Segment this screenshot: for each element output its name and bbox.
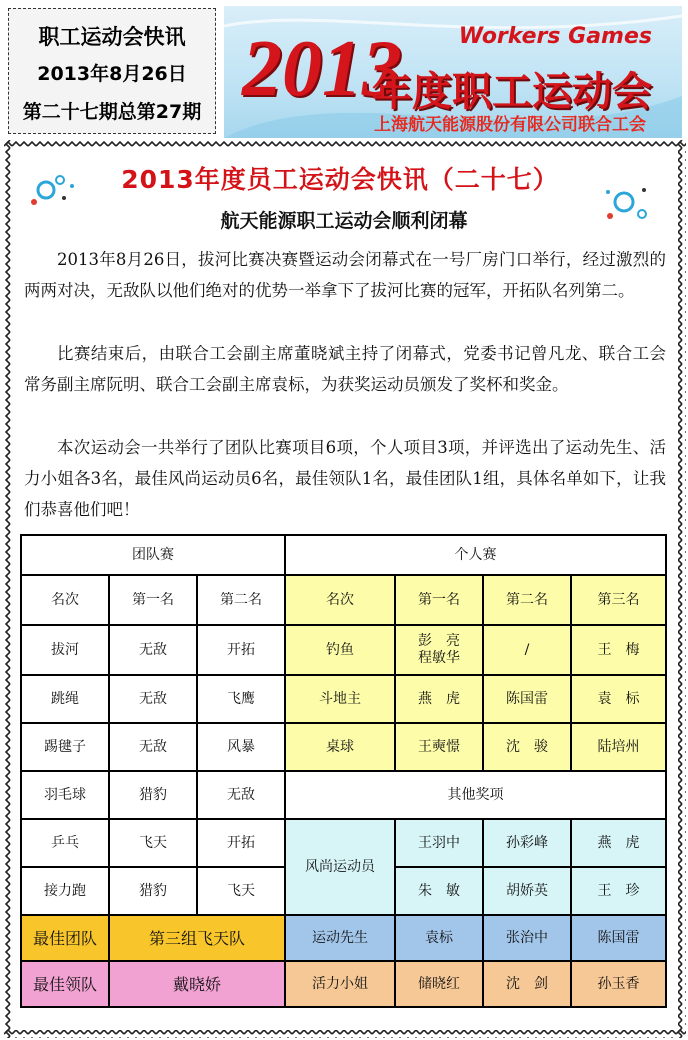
issue-info-box [8, 8, 216, 134]
indiv-first-cell: 彭 亮 程敏华 [395, 625, 483, 675]
mister-name-cell: 陈国雷 [571, 915, 666, 961]
column-header: 名次 [21, 575, 109, 625]
team-first-cell: 无敌 [109, 625, 197, 675]
team-first-cell: 无敌 [109, 675, 197, 723]
indiv-first-cell: 王奭憬 [395, 723, 483, 771]
column-header: 第二名 [197, 575, 285, 625]
issue-date: 2013年8月26日 [37, 63, 187, 85]
banner-organization: 上海航天能源股份有限公司联合工会 [374, 115, 646, 135]
banner-english-title: Workers Games [458, 24, 652, 49]
fengshang-name-cell: 王羽中 [395, 819, 483, 867]
best-team-value-cell: 第三组飞天队 [109, 915, 285, 961]
column-header: 第三名 [571, 575, 666, 625]
fengshang-name-cell: 孙彩峰 [483, 819, 571, 867]
fengshang-name-cell: 朱 敏 [395, 867, 483, 915]
fengshang-name-cell: 胡娇英 [483, 867, 571, 915]
fengshang-name-cell: 王 珍 [571, 867, 666, 915]
banner-year: 2013 [242, 25, 402, 113]
best-leader-label-cell: 最佳领队 [21, 961, 109, 1007]
table-row [21, 961, 666, 1007]
team-event-cell: 乒乓 [21, 819, 109, 867]
team-competition-header: 团队赛 [21, 535, 285, 575]
table-row [21, 675, 666, 723]
table-row [21, 915, 666, 961]
article-headline: 2013年度员工运动会快讯（二十七） [121, 165, 559, 194]
indiv-second-cell: / [483, 625, 571, 675]
team-second-cell: 无敌 [197, 771, 285, 819]
miss-name-cell: 储晓红 [395, 961, 483, 1007]
column-header: 名次 [285, 575, 395, 625]
indiv-event-cell: 斗地主 [285, 675, 395, 723]
best-leader-value-cell: 戴晓娇 [109, 961, 285, 1007]
banner-title: 年度职工运动会 [372, 69, 652, 115]
article-paragraph: 比赛结束后，由联合工会副主席董晓斌主持了闭幕式，党委书记曾凡龙、联合工会常务副主席阮明、联合工会副主席袁标，为获奖运动员颁发了奖杯和奖金。 [24, 344, 666, 394]
indiv-event-cell: 桌球 [285, 723, 395, 771]
team-first-cell: 飞天 [109, 819, 197, 867]
miss-label-cell: 活力小姐 [285, 961, 395, 1007]
table-row [21, 625, 666, 675]
table-row [21, 819, 666, 867]
mister-name-cell: 张治中 [483, 915, 571, 961]
indiv-third-cell: 王 梅 [571, 625, 666, 675]
mister-name-cell: 袁标 [395, 915, 483, 961]
fengshang-label-cell: 风尚运动员 [285, 819, 395, 915]
team-second-cell: 开拓 [197, 819, 285, 867]
indiv-event-cell: 钓鱼 [285, 625, 395, 675]
games-banner [224, 6, 682, 138]
indiv-second-cell: 陈国雷 [483, 675, 571, 723]
team-first-cell: 无敌 [109, 723, 197, 771]
miss-name-cell: 孙玉香 [571, 961, 666, 1007]
team-first-cell: 猎豹 [109, 771, 197, 819]
column-header: 第二名 [483, 575, 571, 625]
article-paragraph: 本次运动会一共举行了团队比赛项目6项，个人项目3项，并评选出了运动先生、活力小姐各3名，最佳风尚运动员6名，最佳领队1名，最佳团队1组，具体名单如下，让我们恭喜他们吧！ [24, 438, 666, 519]
table-row [21, 771, 666, 819]
results-table [20, 534, 667, 1008]
team-event-cell: 跳绳 [21, 675, 109, 723]
column-header: 第一名 [395, 575, 483, 625]
indiv-third-cell: 袁 标 [571, 675, 666, 723]
team-event-cell: 羽毛球 [21, 771, 109, 819]
indiv-second-cell: 沈 骏 [483, 723, 571, 771]
team-second-cell: 风暴 [197, 723, 285, 771]
team-event-cell: 接力跑 [21, 867, 109, 915]
team-second-cell: 飞鹰 [197, 675, 285, 723]
best-team-label-cell: 最佳团队 [21, 915, 109, 961]
team-second-cell: 飞天 [197, 867, 285, 915]
indiv-third-cell: 陆培州 [571, 723, 666, 771]
team-second-cell: 开拓 [197, 625, 285, 675]
individual-competition-header: 个人赛 [285, 535, 666, 575]
team-event-cell: 拔河 [21, 625, 109, 675]
column-header: 第一名 [109, 575, 197, 625]
issue-number: 第二十七期总第27期 [22, 101, 202, 123]
newsletter-name: 职工运动会快讯 [38, 25, 186, 49]
indiv-first-cell: 燕 虎 [395, 675, 483, 723]
other-awards-header: 其他奖项 [285, 771, 666, 819]
miss-name-cell: 沈 剑 [483, 961, 571, 1007]
team-first-cell: 猎豹 [109, 867, 197, 915]
team-event-cell: 踢毽子 [21, 723, 109, 771]
table-row [21, 723, 666, 771]
mister-label-cell: 运动先生 [285, 915, 395, 961]
article-subheadline: 航天能源职工运动会顺利闭幕 [220, 210, 468, 232]
article-paragraph: 2013年8月26日，拔河比赛决赛暨运动会闭幕式在一号厂房门口举行，经过激烈的两两对决，无敌队以他们绝对的优势一举拿下了拔河比赛的冠军，开拓队名列第二。 [24, 250, 666, 300]
fengshang-name-cell: 燕 虎 [571, 819, 666, 867]
